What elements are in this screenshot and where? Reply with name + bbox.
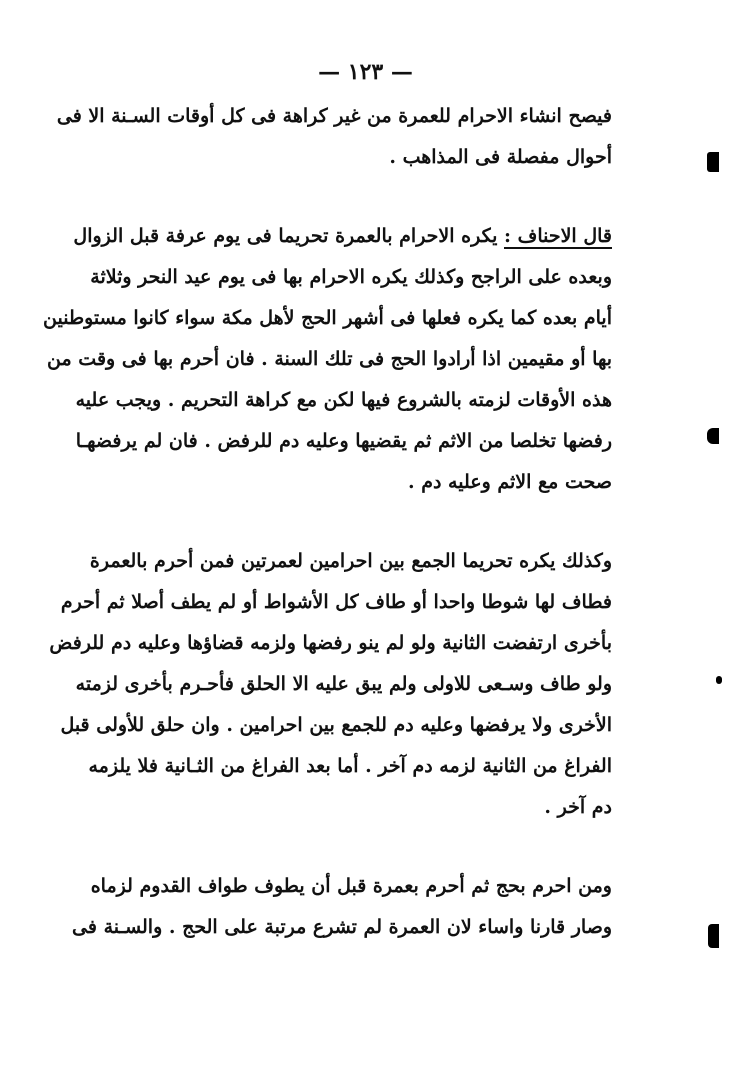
text-line: هذه الأوقات لزمته بالشروع فيها لكن مع كراهة التحريم . ويجب عليه (75, 389, 612, 411)
heading-line-rest: يكره الاحرام بالعمرة تحريما فى يوم عرفة قبل الزوال (73, 225, 498, 247)
binding-mark (708, 924, 719, 948)
text-line: رفضها تخلصا من الاثم ثم يقضيها وعليه دم للرفض . فان لم يرفضهـا (75, 430, 612, 452)
text-line: بها أو مقيمين اذا أرادوا الحج فى تلك السنة . فان أحرم بها فى وقت من (47, 348, 612, 370)
text-line (73, 216, 612, 257)
text-line: وكذلك يكره تحريما الجمع بين احرامين لعمرتين فمن أحرم بالعمرة (89, 550, 612, 572)
text-line: وصار قارنا واساء لان العمرة لم تشرع مرتبة على الحج . والسـنة فى (72, 916, 612, 938)
text-line: ولو طاف وسـعى للاولى ولم يبق عليه الا الحلق فأحـرم بأخرى لزمته (75, 673, 612, 695)
text-line: ومن احرم بحج ثم أحرم بعمرة قبل أن يطوف طواف القدوم لزماه (90, 875, 612, 897)
binding-mark (707, 152, 719, 172)
text-line: صحت مع الاثم وعليه دم . (407, 471, 612, 493)
paragraph-4 (72, 866, 612, 948)
text-line: بأخرى ارتفضت الثانية ولو لم ينو رفضها ولزمه قضاؤها وعليه دم للرفض (49, 632, 612, 654)
paragraph-2 (43, 216, 612, 503)
text-line: أحوال مفصلة فى المذاهب . (389, 146, 612, 168)
page-body (43, 96, 612, 948)
page-number: — ١٢٣ — (318, 59, 413, 85)
text-line: الأخرى ولا يرفضها وعليه دم للجمع بين احرامين . وان حلق للأولى قبل (60, 714, 612, 736)
text-line: فطاف لها شوطا واحدا أو طاف كل الأشواط أو لم يطف أصلا ثم أحرم (60, 591, 612, 613)
text-line: وبعده على الراجح وكذلك يكره الاحرام بها فى يوم عيد النحر وثلاثة (90, 266, 612, 288)
binding-mark (716, 676, 722, 684)
section-heading-hanafi: قال الاحناف : (504, 225, 612, 247)
text-line: أيام بعده كما يكره فعلها فى أشهر الحج لأهل مكة سواء كانوا مستوطنين (43, 307, 612, 329)
text-line: فيصح انشاء الاحرام للعمرة من غير كراهة فى كل أوقات السـنة الا فى (56, 105, 612, 127)
text-line: دم آخر . (544, 796, 612, 818)
paragraph-3 (49, 541, 612, 828)
paragraph-1 (56, 96, 612, 178)
binding-mark (707, 428, 719, 444)
text-line: الفراغ من الثانية لزمه دم آخر . أما بعد الفراغ من الثـانية فلا يلزمه (88, 755, 612, 777)
